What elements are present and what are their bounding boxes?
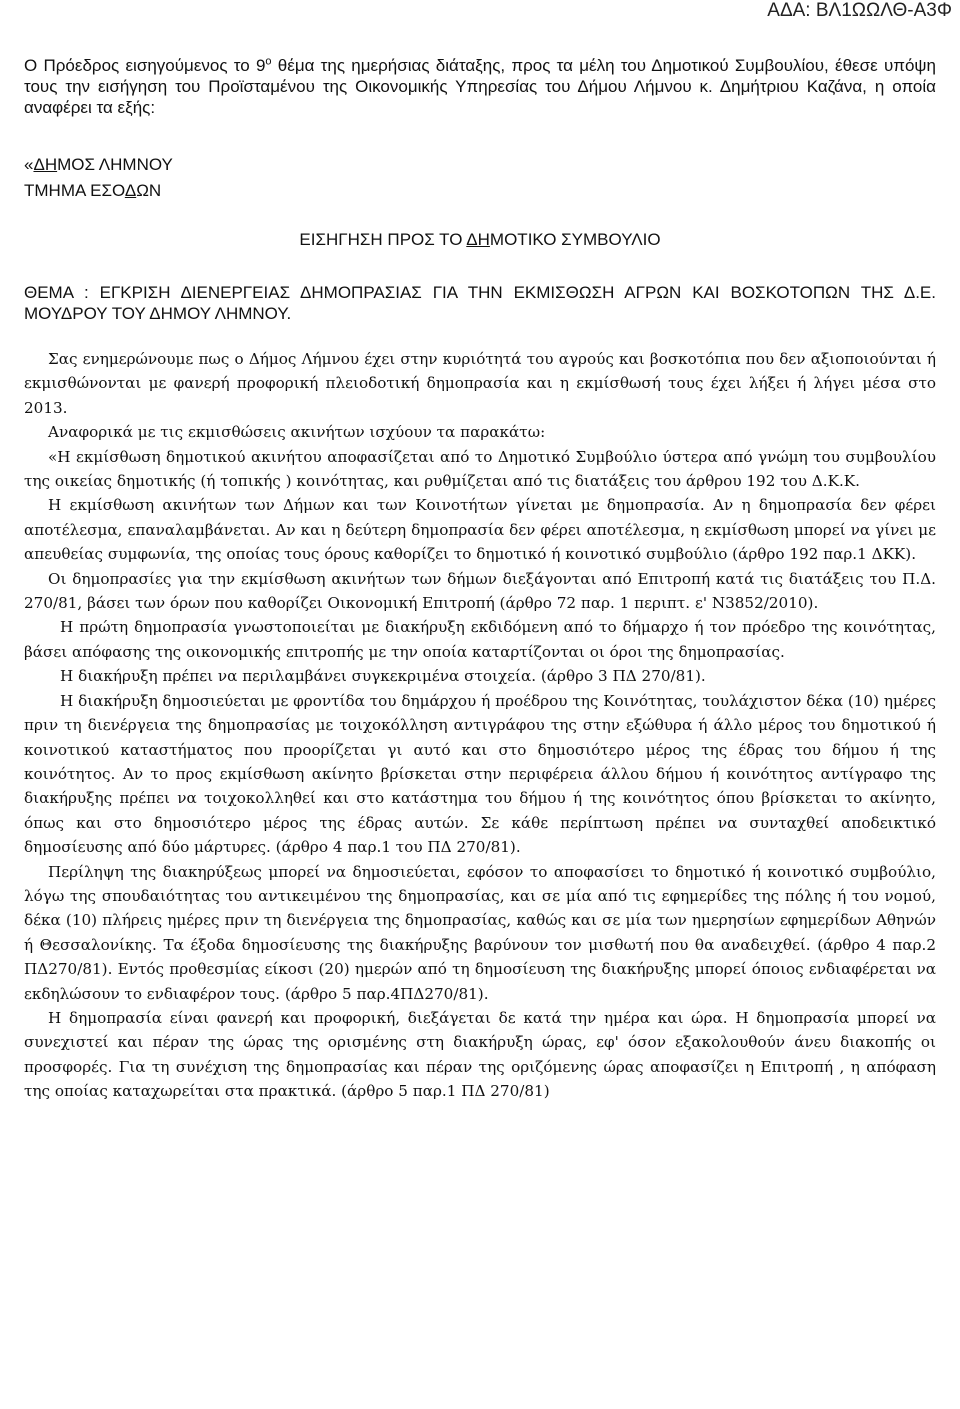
body-paragraph-3: «Η εκμίσθωση δημοτικού ακινήτου αποφασίζεται από το Δημοτικό Συμβούλιο ύστερα από γνώμη του συμβουλίου της οικείας δημοτικής (ή τοπικής ) κοινότητας, και ρυθμίζεται από τις διατάξεις του άρθρου 192 του Δ.Κ.Κ.: [24, 447, 936, 491]
memo-department: [24, 180, 936, 201]
department-underlined: Δ: [124, 181, 137, 200]
memo-subject: ΘΕΜΑ : ΕΓΚΡΙΣΗ ΔΙΕΝΕΡΓΕΙΑΣ ΔΗΜΟΠΡΑΣΙΑΣ ΓΙΑ ΤΗΝ ΕΚΜΙΣΘΩΣΗ ΑΓΡΩΝ ΚΑΙ ΒΟΣΚΟΤΟΠΩΝ ΤΗΣ Δ.Ε. ΜΟΥΔΡΟΥ ΤΟΥ ΔΗΜΟΥ ΛΗΜΝΟΥ.: [24, 283, 936, 323]
body-paragraph-4: Η εκμίσθωση ακινήτων των Δήμων και των Κοινοτήτων γίνεται με δημοπρασία. Αν η δημοπρασία δεν φέρει αποτέλεσμα, επαναλαμβάνεται. Αν και η δεύτερη δημοπρασία δεν φέρει αποτέλεσμα, η εκμίσθωση μπορεί να γίνει με απευθείας συμφωνία, της οποίας τους όρους καθορίζει το δημοτικό ή κοινοτικό συμβούλιο (άρθρο 192 παρ.1 ΔΚΚ).: [24, 496, 936, 564]
department-b: ΩΝ: [136, 181, 162, 200]
intro-paragraph: [24, 55, 936, 118]
body-paragraph-1: Σας ενημερώνουμε πως ο Δήμος Λήμνου έχει στην κυριότητά του αγρούς και βοσκοτόπια που δεν αξιοποιούνται ή εκμισθώνονται με φανερή προφορική πλειοδοτική δημοπρασία και η εκμίσθωσή τους έχει λήξει ή λήγει μέσα στο 2013.: [24, 350, 936, 417]
body-paragraph-2: Αναφορικά με τις εκμισθώσεις ακινήτων ισχύουν τα παρακάτω:: [48, 423, 546, 442]
intro-text-b: θέμα της ημερήσιας διάταξης, προς τα μέλη του Δημοτικού Συμβουλίου, έθεσε υπόψη τους την εισήγηση του Προϊσταμένου της Οικονομικής Υπηρεσίας του Δήμου Λήμνου κ. Δημήτριου Καζάνα, η οποία αναφέρει τα εξής:: [24, 56, 937, 117]
body-paragraph-7: Η διακήρυξη πρέπει να περιλαμβάνει συγκεκριμένα στοιχεία. (άρθρο 3 ΠΔ 270/81).: [60, 667, 706, 686]
memo-organization: [24, 154, 936, 175]
title-underlined: ΔΗ: [466, 230, 490, 249]
body-paragraph-8: Η διακήρυξη δημοσιεύεται με φροντίδα του δημάρχου ή προέδρου της Κοινότητας, τουλάχιστον δέκα (10) ημέρες πριν τη διενέργεια της δημοπρασίας με τοιχοκόλληση αντιγράφου της στην εξώθυρα ή άλλο μέρος του δημοτικού ή κοινοτικού καταστήματος που προορίζεται γι αυτό και στο δημοσιότερο μέρος της έδρας του δήμου ή της κοινότητος. Αν το προς εκμίσθωση ακίνητο βρίσκεται στην περιφέρεια άλλου δήμου ή κοινότητος αντίγραφο της διακήρυξης πρέπει να τοιχοκολληθεί και στο κατάστημα του δήμου ή της κοινότητος όπου βρίσκεται το ακίνητο, όπως και στο δημοσιότερο μέρος της έδρας αυτών. Σε κάθε περίπτωση πρέπει να συνταχθεί αποδεικτικό δημοσίευσης από δύο μάρτυρες. (άρθρο 4 παρ.1 του ΠΔ 270/81).: [24, 691, 936, 857]
intro-text-a: Ο Πρόεδρος εισηγούμενος το 9: [24, 56, 266, 75]
department-a: ΤΜΗΜΑ ΕΣΟ: [24, 181, 125, 200]
body-paragraph-10: Η δημοπρασία είναι φανερή και προφορική, διεξάγεται δε κατά την ημέρα και ώρα. Η δημοπρασία μπορεί να συνεχιστεί και πέραν της ώρας της ορισμένης στη διακήρυξη ώρας, εφ' όσον εξακολουθούν άνευ διακοπής οι προσφορές. Για τη συνέχιση της δημοπρασίας και πέραν της οριζόμενης ώρας αποφασίζει η Επιτροπή , η απόφαση της οποίας καταχωρείται στα πρακτικά. (άρθρο 5 παρ.1 ΠΔ 270/81): [24, 1008, 936, 1101]
body-paragraph-5: Οι δημοπρασίες για την εκμίσθωση ακινήτων των δήμων διεξάγονται από Επιτροπή κατά τις διατάξεις του Π.Δ. 270/81, βάσει των όρων που καθορίζει Οικονομική Επιτροπή (άρθρο 72 παρ. 1 περιπτ. ε' Ν3852/2010).: [24, 569, 936, 613]
body-paragraph-9: Περίληψη της διακηρύξεως μπορεί να δημοσιεύεται, εφόσον το αποφασίσει το δημοτικό ή κοινοτικό συμβούλιο, λόγω της σπουδαιότητας του αντικειμένου της δημοπρασίας, και σε μία από τις εφημερίδες της πόλης ή του νομού, δέκα (10) πλήρεις ημέρες πριν τη διενέργεια της δημοπρασίας, καθώς και σε μία των ημερησίων εφημερίδων Αθηνών ή Θεσσαλονίκης. Τα έξοδα δημοσίευσης της διακήρυξης βαρύνουν τον μισθωτή που θα αναδειχθεί. (άρθρο 4 παρ.2 ΠΔ270/81). Εντός προθεσμίας είκοσι (20) ημερών από τη δημοσίευση της διακήρυξης μπορεί όποιος ενδιαφέρεται να εκδηλώσουν το ενδιαφέρον τους. (άρθρο 5 παρ.4ΠΔ270/81).: [24, 862, 936, 1003]
organization-rest: ΜΟΣ ΛΗΜΝΟΥ: [57, 155, 173, 174]
title-b: ΜΟΤΙΚΟ ΣΥΜΒΟΥΛΙΟ: [489, 230, 661, 249]
organization-underlined: ΔΗ: [33, 155, 58, 174]
ordinal-superscript: ο: [265, 55, 272, 68]
memo-body: [24, 347, 936, 1104]
memo-title: [0, 230, 960, 250]
open-quote: «: [24, 155, 34, 174]
title-a: ΕΙΣΗΓΗΣΗ ΠΡΟΣ ΤΟ: [299, 230, 467, 249]
ada-code: ΑΔΑ: ΒΛ1ΩΩΛΘ-Α3Φ: [767, 0, 952, 21]
body-paragraph-6: Η πρώτη δημοπρασία γνωστοποιείται με διακήρυξη εκδιδόμενη από το δήμαρχο ή τον πρόεδρο της κοινότητας, βάσει απόφασης της οικονομικής επιτροπής με την οποία καταρτίζονται οι όροι της δημοπρασίας.: [24, 618, 936, 661]
